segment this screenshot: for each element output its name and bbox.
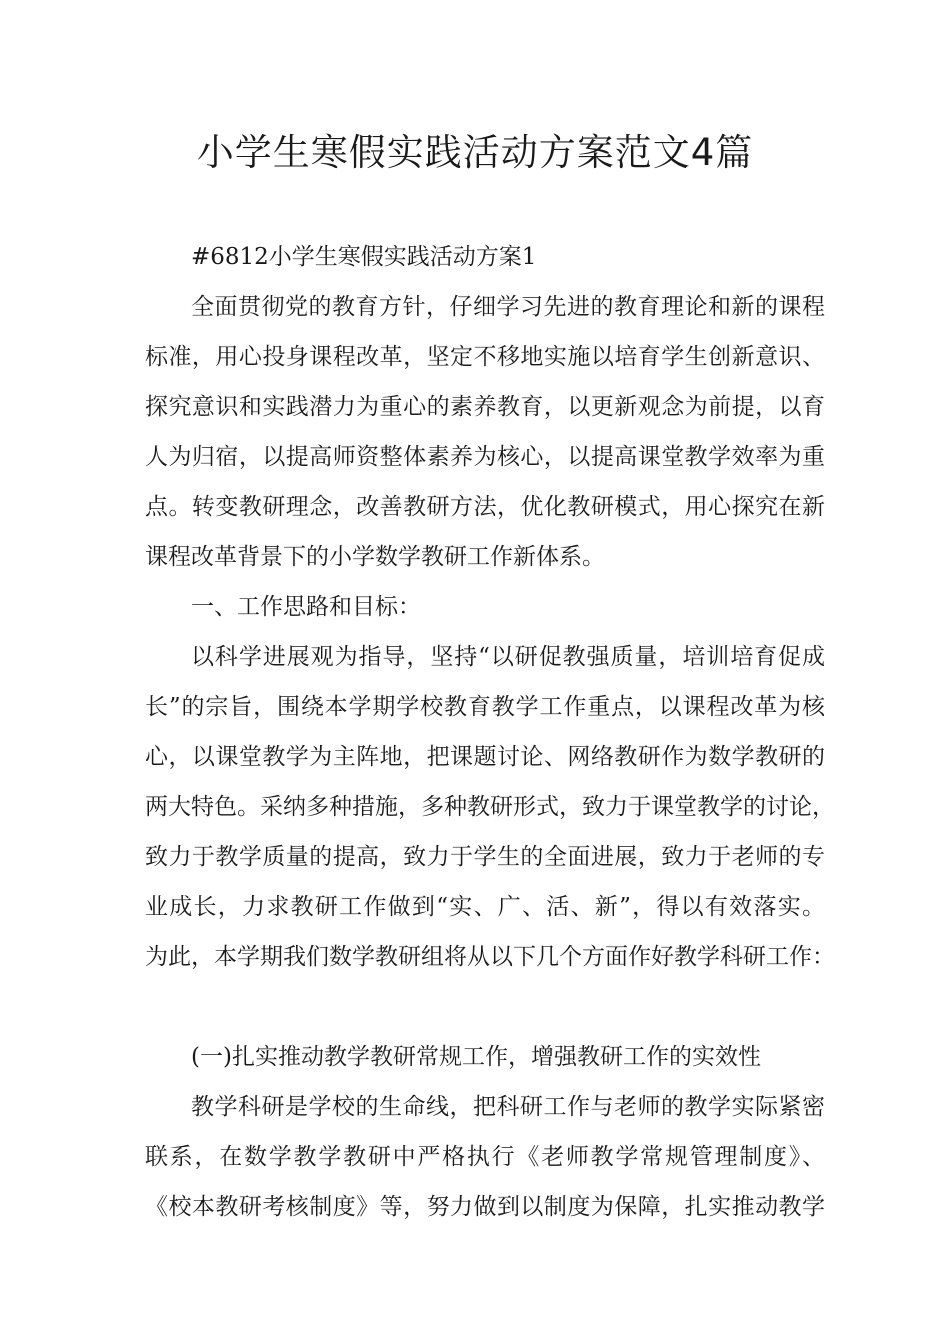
section-heading: (一)扎实推动教学教研常规工作，增强教研工作的实效性 — [191, 1044, 761, 1070]
paragraph-line: 为此，本学期我们数学教研组将从以下几个方面作好教学科研工作： — [145, 944, 835, 970]
document-title: 小学生寒假实践活动方案范文4篇 — [196, 131, 754, 174]
section-heading: 一、工作思路和目标： — [191, 594, 421, 620]
paragraph-line: 两大特色。采纳多种措施，多种教研形式，致力于课堂教学的讨论， — [145, 794, 835, 820]
paragraph-line: 人为归宿，以提高师资整体素养为核心，以提高课堂教学效率为重 — [145, 444, 825, 470]
paragraph-line: 心，以课堂教学为主阵地，把课题讨论、网络教研作为数学教研的 — [145, 744, 825, 770]
paragraph-line: 业成长，力求教研工作做到“实、广、活、新”，得以有效落实。 — [145, 894, 825, 920]
paragraph-line: 探究意识和实践潜力为重心的素养教育，以更新观念为前提，以育 — [145, 394, 825, 420]
paragraph-line: 全面贯彻党的教育方针，仔细学习先进的教育理论和新的课程 — [191, 294, 825, 320]
paragraph-line: 致力于教学质量的提高，致力于学生的全面进展，致力于老师的专 — [145, 844, 825, 870]
section-heading: #6812小学生寒假实践活动方案1 — [191, 244, 537, 270]
paragraph-line: 长”的宗旨，围绕本学期学校教育教学工作重点，以课程改革为核 — [145, 694, 825, 720]
paragraph-line: 课程改革背景下的小学数学教研工作新体系。 — [145, 544, 605, 570]
paragraph-line: 教学科研是学校的生命线，把科研工作与老师的教学实际紧密 — [191, 1094, 825, 1120]
paragraph-line: 点。转变教研理念，改善教研方法，优化教研模式，用心探究在新 — [145, 494, 825, 520]
paragraph-line: 《校本教研考核制度》等，努力做到以制度为保障，扎实推动教学 — [145, 1194, 825, 1220]
paragraph-line: 标准，用心投身课程改革，坚定不移地实施以培育学生创新意识、 — [145, 344, 825, 370]
document-body — [145, 232, 835, 1232]
paragraph-line: 以科学进展观为指导，坚持“以研促教强质量，培训培育促成 — [191, 644, 825, 670]
paragraph-gap — [145, 982, 825, 1032]
paragraph-line: 联系，在数学教学教研中严格执行《老师教学常规管理制度》、 — [145, 1144, 825, 1170]
